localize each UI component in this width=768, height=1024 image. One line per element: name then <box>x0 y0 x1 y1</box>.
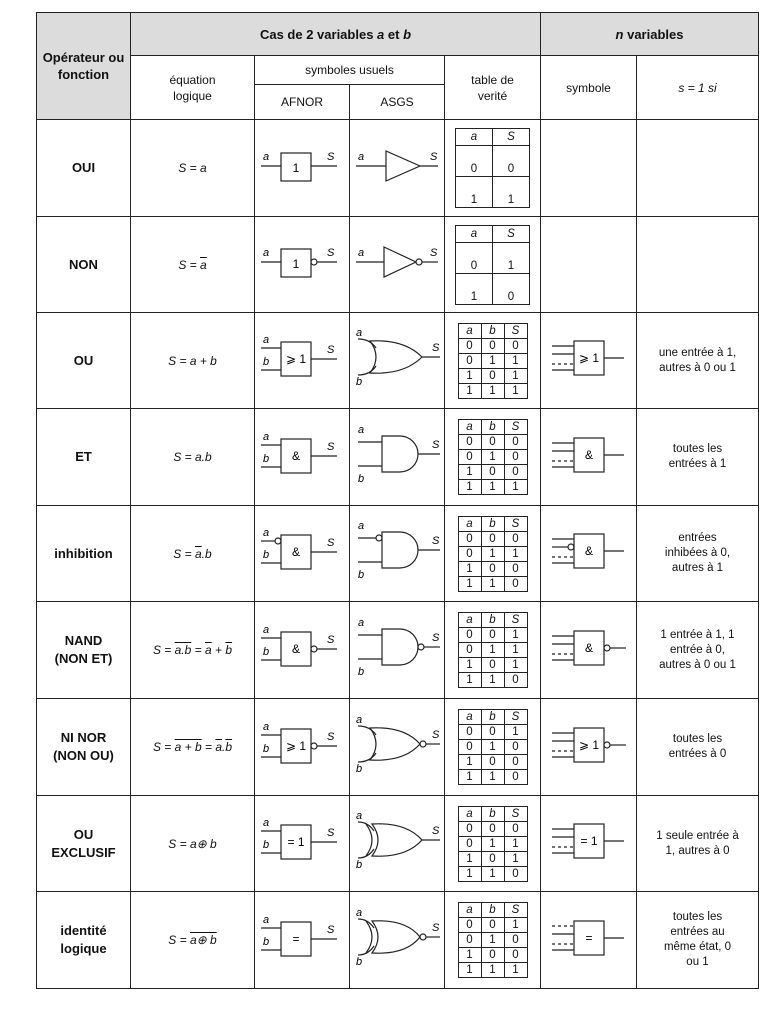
svg-text:b: b <box>263 935 270 948</box>
condition: toutes les entrées à 1 <box>637 409 759 506</box>
condition-empty <box>637 120 759 217</box>
svg-text:b: b <box>358 472 365 485</box>
condition: une entrée à 1, autres à 0 ou 1 <box>637 313 759 409</box>
svg-text:S: S <box>327 923 335 936</box>
equation: S = a + b <box>131 313 255 409</box>
svg-text:b: b <box>358 665 365 678</box>
row-xor <box>37 796 759 892</box>
afnor-symbol <box>255 506 350 602</box>
header-asgs: ASGS <box>350 85 445 120</box>
truth-table: a b S 0 0 1 0 1 0 1 0 0 1 1 0 <box>445 699 541 796</box>
svg-text:a: a <box>263 247 270 259</box>
n-symbol <box>541 313 637 409</box>
svg-text:S: S <box>432 728 440 741</box>
svg-text:b: b <box>263 452 270 465</box>
svg-text:a: a <box>358 150 365 163</box>
svg-text:1: 1 <box>292 160 300 175</box>
truth-table: a b S 0 0 0 0 1 1 1 0 0 1 1 0 <box>445 506 541 602</box>
svg-text:S: S <box>432 631 440 644</box>
asgs-symbol <box>350 602 445 699</box>
condition-empty <box>637 217 759 313</box>
afnor-symbol <box>255 796 350 892</box>
operator-name: OU <box>37 313 131 409</box>
condition: 1 seule entrée à 1, autres à 0 <box>637 796 759 892</box>
row-nand <box>37 602 759 699</box>
header-truth-table: table de verité <box>445 56 541 120</box>
truth-table: a b S 0 0 1 0 1 1 1 0 1 1 1 0 <box>445 602 541 699</box>
header-operator: Opérateur ou fonction <box>37 13 131 120</box>
header-n-variables: n variables <box>541 13 759 56</box>
equation: $S = \overline{a}$ <box>131 217 255 313</box>
condition: 1 entrée à 1, 1 entrée à 0, autres à 0 ou 1 <box>637 602 759 699</box>
truth-table: a b S 0 0 0 0 1 1 1 0 1 1 1 0 <box>445 796 541 892</box>
truth-table: a S 0 0 1 1 <box>445 120 541 217</box>
afnor-symbol <box>255 217 350 313</box>
equation: $S = a + b = \overline{a}.\overline{b}$ <box>131 699 255 796</box>
afnor-symbol <box>255 602 350 699</box>
svg-text:b: b <box>263 742 270 755</box>
svg-text:a: a <box>263 150 270 163</box>
svg-text:S: S <box>327 633 335 646</box>
equation: S = a⊕ b <box>131 892 255 989</box>
svg-text:&: & <box>584 447 593 462</box>
afnor-symbol <box>255 120 350 217</box>
svg-text:a: a <box>356 810 363 822</box>
svg-text:a: a <box>263 817 270 829</box>
svg-text:= 1: = 1 <box>579 834 598 848</box>
svg-text:b: b <box>356 376 363 388</box>
svg-text:b: b <box>263 356 270 368</box>
operator-name: NON <box>37 217 131 313</box>
svg-text:b: b <box>263 549 270 561</box>
header-two-variables: Cas de 2 variables a et b <box>131 13 541 56</box>
row-et <box>37 409 759 506</box>
asgs-symbol <box>350 699 445 796</box>
equation: S = a⊕ b <box>131 796 255 892</box>
asgs-symbol <box>350 217 445 313</box>
svg-text:a: a <box>263 527 270 539</box>
svg-text:S: S <box>327 150 335 163</box>
truth-table: a S 0 1 1 0 <box>445 217 541 313</box>
operator-name: OUI <box>37 120 131 217</box>
svg-text:=: = <box>584 930 593 945</box>
svg-text:S: S <box>432 921 440 934</box>
asgs-symbol <box>350 506 445 602</box>
header-usual-symbols: symboles usuels <box>255 56 445 85</box>
svg-text:b: b <box>356 859 363 871</box>
svg-text:⩾ 1: ⩾ 1 <box>285 738 307 753</box>
condition: entrées inhibées à 0, autres à 1 <box>637 506 759 602</box>
svg-text:⩾ 1: ⩾ 1 <box>578 737 599 752</box>
svg-text:S: S <box>432 342 440 354</box>
equation: $S = a.b = \overline{a} + \overline{b}$ <box>131 602 255 699</box>
svg-text:b: b <box>358 569 365 581</box>
operator-name: inhibition <box>37 506 131 602</box>
n-symbol <box>541 506 637 602</box>
afnor-symbol <box>255 313 350 409</box>
svg-text:S: S <box>432 825 440 837</box>
n-symbol <box>541 892 637 989</box>
condition: toutes les entrées à 0 <box>637 699 759 796</box>
svg-text:= 1: = 1 <box>287 835 305 849</box>
svg-text:S: S <box>327 440 335 453</box>
svg-text:a: a <box>358 247 365 259</box>
equation: S = a.b <box>131 409 255 506</box>
svg-text:=: = <box>292 931 300 946</box>
operator-name: OU EXCLUSIF <box>37 796 131 892</box>
truth-table: a b S 0 0 0 0 1 0 1 0 0 1 1 1 <box>445 409 541 506</box>
row-oui <box>37 120 759 217</box>
svg-text:S: S <box>327 730 335 743</box>
asgs-symbol <box>350 120 445 217</box>
n-symbol <box>541 409 637 506</box>
svg-text:b: b <box>263 645 270 658</box>
equation: S = a <box>131 120 255 217</box>
asgs-symbol <box>350 313 445 409</box>
n-symbol-empty <box>541 217 637 313</box>
svg-text:S: S <box>432 535 440 547</box>
svg-text:1: 1 <box>292 257 300 271</box>
operator-name: ET <box>37 409 131 506</box>
svg-text:S: S <box>432 438 440 451</box>
header-afnor: AFNOR <box>255 85 350 120</box>
row-nor <box>37 699 759 796</box>
header-s1-if: s = 1 si <box>637 56 759 120</box>
row-inhibition <box>37 506 759 602</box>
svg-text:a: a <box>263 913 270 926</box>
condition: toutes les entrées au même état, 0 ou 1 <box>637 892 759 989</box>
svg-text:b: b <box>356 955 363 968</box>
svg-text:a: a <box>263 334 270 346</box>
n-symbol <box>541 796 637 892</box>
header-symbol: symbole <box>541 56 637 120</box>
row-ou <box>37 313 759 409</box>
n-symbol <box>541 699 637 796</box>
svg-text:S: S <box>327 827 335 839</box>
svg-text:a: a <box>263 720 270 733</box>
svg-text:&: & <box>291 545 301 559</box>
svg-text:b: b <box>356 762 363 775</box>
svg-text:S: S <box>327 537 335 549</box>
afnor-symbol <box>255 892 350 989</box>
svg-text:b: b <box>263 839 270 851</box>
svg-text:a: a <box>358 520 365 532</box>
asgs-symbol <box>350 796 445 892</box>
operator-name: NI NOR (NON OU) <box>37 699 131 796</box>
svg-text:⩾ 1: ⩾ 1 <box>578 351 599 365</box>
svg-text:⩾ 1: ⩾ 1 <box>285 352 307 366</box>
operator-name: NAND (NON ET) <box>37 602 131 699</box>
svg-text:&: & <box>584 544 593 558</box>
truth-table: a b S 0 0 1 0 1 0 1 0 0 1 1 1 <box>445 892 541 989</box>
svg-text:a: a <box>356 713 363 726</box>
svg-text:S: S <box>430 150 438 163</box>
asgs-symbol <box>350 409 445 506</box>
header-equation: équation logique <box>131 56 255 120</box>
truth-table: a b S 0 0 0 0 1 1 1 0 1 1 1 1 <box>445 313 541 409</box>
asgs-symbol <box>350 892 445 989</box>
svg-text:a: a <box>263 430 270 443</box>
svg-text:&: & <box>291 448 301 463</box>
n-symbol <box>541 602 637 699</box>
afnor-symbol <box>255 409 350 506</box>
equation: $S = \overline{a}.b$ <box>131 506 255 602</box>
svg-text:a: a <box>356 327 363 339</box>
svg-text:S: S <box>327 344 335 356</box>
svg-text:&: & <box>291 641 301 656</box>
logic-gates-table <box>36 12 759 989</box>
svg-text:S: S <box>430 247 438 259</box>
n-symbol-empty <box>541 120 637 217</box>
operator-name: identité logique <box>37 892 131 989</box>
row-non <box>37 217 759 313</box>
row-identite-logique <box>37 892 759 989</box>
svg-text:a: a <box>358 423 365 436</box>
afnor-symbol <box>255 699 350 796</box>
svg-text:a: a <box>356 906 363 919</box>
svg-text:a: a <box>263 623 270 636</box>
svg-text:a: a <box>358 616 365 629</box>
svg-text:&: & <box>584 640 593 655</box>
svg-text:S: S <box>327 247 335 259</box>
